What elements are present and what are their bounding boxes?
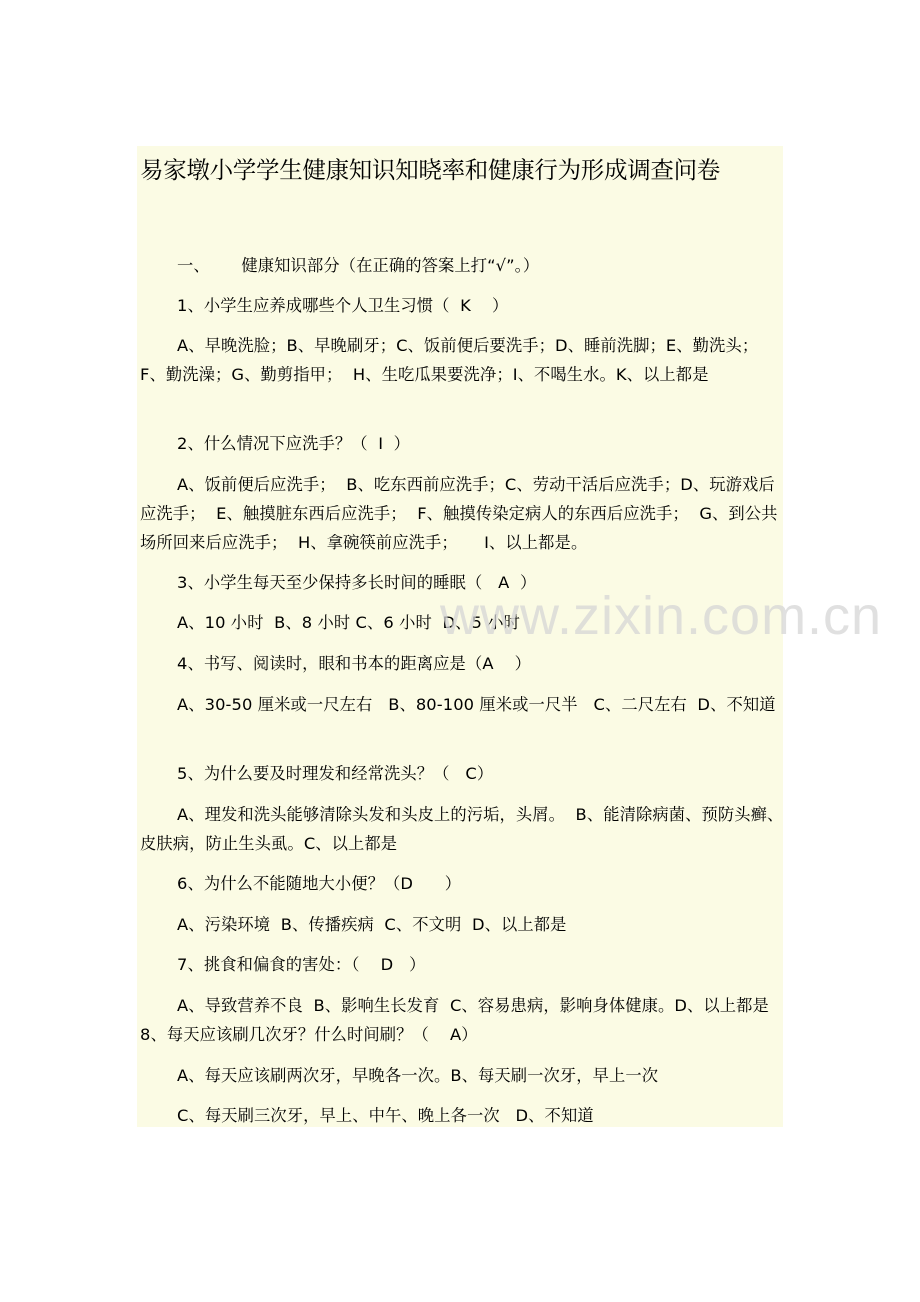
section-heading: 一、 健康知识部分（在正确的答案上打“√”。）: [177, 256, 540, 275]
watermark: www.zixin.com.cn: [440, 586, 883, 646]
question-6: 6、为什么不能随地大小便？（D ）: [177, 874, 462, 893]
document-title: 易家墩小学学生健康知识知晓率和健康行为形成调查问卷: [140, 156, 720, 184]
question-1: 1、小学生应养成哪些个人卫生习惯（ K ）: [177, 296, 509, 315]
question-3: 3、小学生每天至少保持多长时间的睡眠（ A ）: [177, 573, 537, 592]
question-7: 7、挑食和偏食的害处：（ D ）: [177, 955, 426, 974]
question-4: 4、书写、阅读时，眼和书本的距离应是（A ）: [177, 654, 532, 673]
question-4-options: A、30-50 厘米或一尺左右 B、80-100 厘米或一尺半 C、二尺左右 D、不知道: [177, 695, 776, 714]
question-3-options: A、10 小时 B、8 小时 C、6 小时 D、5 小时: [177, 613, 520, 632]
question-5-options: A、理发和洗头能够清除头发和头皮上的污垢，头屑。 B、能清除病菌、预防头癣、皮肤病，防止生头虱。C、以上都是: [140, 805, 784, 853]
question-7-options: A、导致营养不良 B、影响生长发育 C、容易患病，影响身体健康。D、以上都是 8、每天应该刷几次牙？什么时间刷？（ A）: [140, 996, 775, 1044]
question-8-options-cd: C、每天刷三次牙，早上、中午、晚上各一次 D、不知道: [177, 1106, 594, 1125]
question-8-options-ab: A、每天应该刷两次牙，早晚各一次。B、每天刷一次牙，早上一次: [177, 1066, 659, 1085]
question-1-options: A、早晚洗脸；B、早晚刷牙；C、饭前便后要洗手；D、睡前洗脚；E、勤洗头； F、勤洗澡；G、勤剪指甲； H、生吃瓜果要洗净；I、不喝生水。K、以上都是: [140, 336, 769, 384]
question-2: 2、什么情况下应洗手？（ I ）: [177, 434, 411, 453]
question-2-options: A、饭前便后应洗手； B、吃东西前应洗手；C、劳动干活后应洗手；D、玩游戏后应洗手； E、触摸脏东西后应洗手； F、触摸传染定病人的东西后应洗手； G、到公共场所回来后应洗手； H、拿碗筷前应洗手； I、以上都是。: [140, 475, 778, 552]
question-6-options: A、污染环境 B、传播疾病 C、不文明 D、以上都是: [177, 915, 567, 934]
question-5: 5、为什么要及时理发和经常洗头？（ C）: [177, 764, 494, 783]
